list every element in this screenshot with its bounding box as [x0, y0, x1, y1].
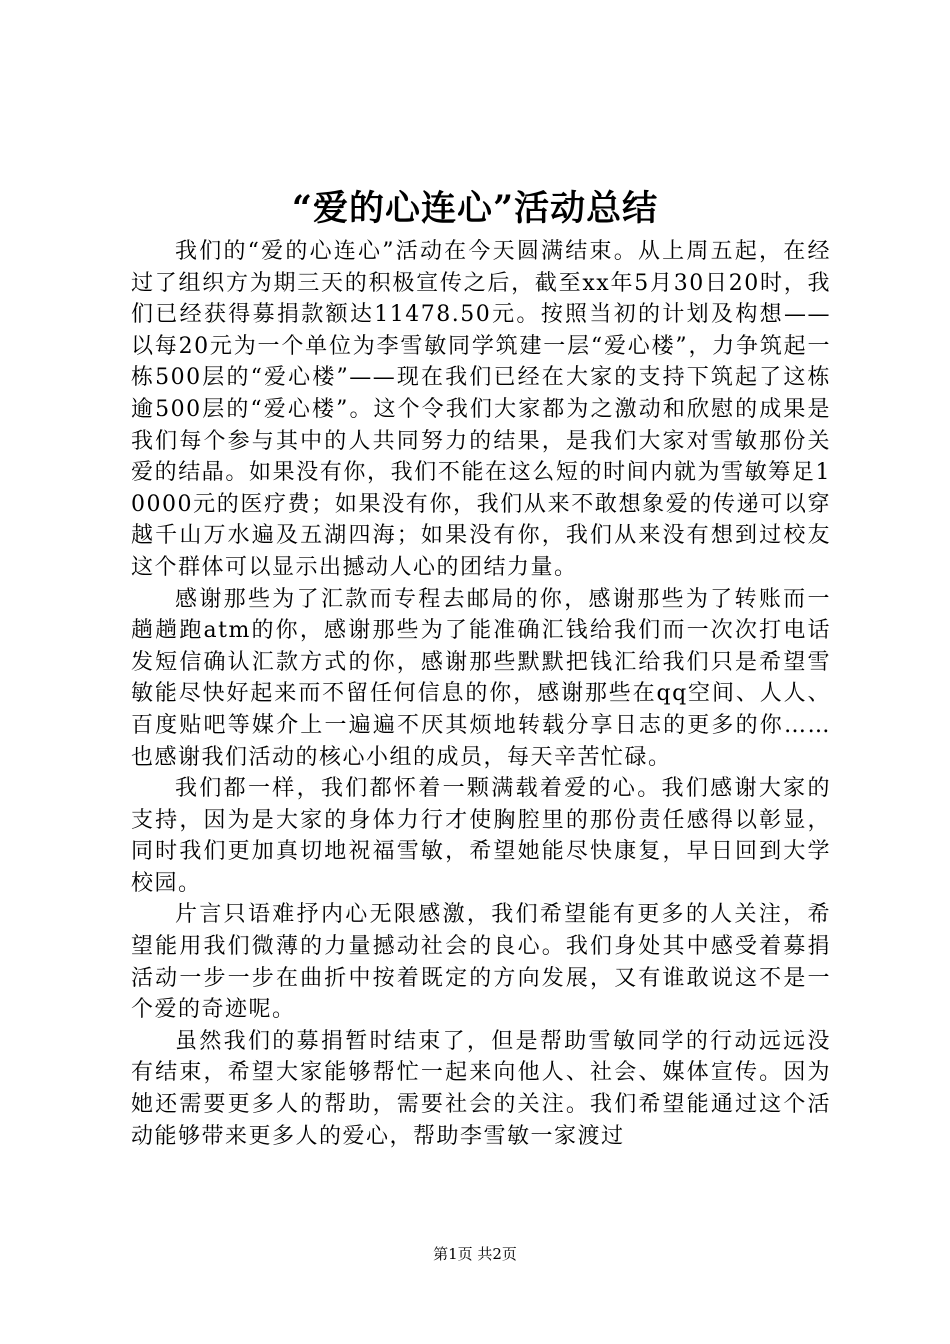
- paragraph-1: 我们的“爱的心连心”活动在今天圆满结束。从上周五起，在经过了组织方为期三天的积极宣传之后，截至xx年5月30日20时，我们已经获得募捐款额达11478.50元。按照当初的计划及构想——以每20元为一个单位为李雪敏同学筑建一层“爱心楼”，力争筑起一栋500层的“爱心楼”——现在我们已经在大家的支持下筑起了这栋逾500层的“爱心楼”。这个令我们大家都为之激动和欣慰的成果是我们每个参与其中的人共同努力的结果，是我们大家对雪敏那份关爱的结晶。如果没有你，我们不能在这么短的时间内就为雪敏筹足10000元的医疗费；如果没有你，我们从来不敢想象爱的传递可以穿越千山万水遍及五湖四海；如果没有你，我们从来没有想到过校友这个群体可以显示出撼动人心的团结力量。: [131, 239, 831, 580]
- paragraph-5: 虽然我们的募捐暂时结束了，但是帮助雪敏同学的行动远远没有结束，希望大家能够帮忙一起来向他人、社会、媒体宣传。因为她还需要更多人的帮助，需要社会的关注。我们希望能通过这个活动能够带来更多人的爱心，帮助李雪敏一家渡过: [131, 1028, 831, 1149]
- paragraph-2: 感谢那些为了汇款而专程去邮局的你，感谢那些为了转账而一趟趟跑atm的你，感谢那些为了能准确汇钱给我们而一次次打电话发短信确认汇款方式的你，感谢那些默默把钱汇给我们只是希望雪敏能尽快好起来而不留任何信息的你，感谢那些在qq空间、人人、百度贴吧等媒介上一遍遍不厌其烦地转载分享日志的更多的你……也感谢我们活动的核心小组的成员，每天辛苦忙碌。: [131, 586, 831, 770]
- paragraph-4: 片言只语难抒内心无限感激，我们希望能有更多的人关注，希望能用我们微薄的力量撼动社会的良心。我们身处其中感受着募捐活动一步一步在曲折中按着既定的方向发展，又有谁敢说这不是一个爱的奇迹呢。: [131, 902, 831, 1023]
- page-title: “爱的心连心”活动总结: [291, 188, 659, 229]
- page-number-footer: 第1页 共2页: [433, 1245, 517, 1263]
- document-body: [131, 236, 831, 1152]
- paragraph-3: 我们都一样，我们都怀着一颗满载着爱的心。我们感谢大家的支持，因为是大家的身体力行才使胸腔里的那份责任感得以彰显，同时我们更加真切地祝福雪敏，希望她能尽快康复，早日回到大学校园。: [131, 776, 831, 896]
